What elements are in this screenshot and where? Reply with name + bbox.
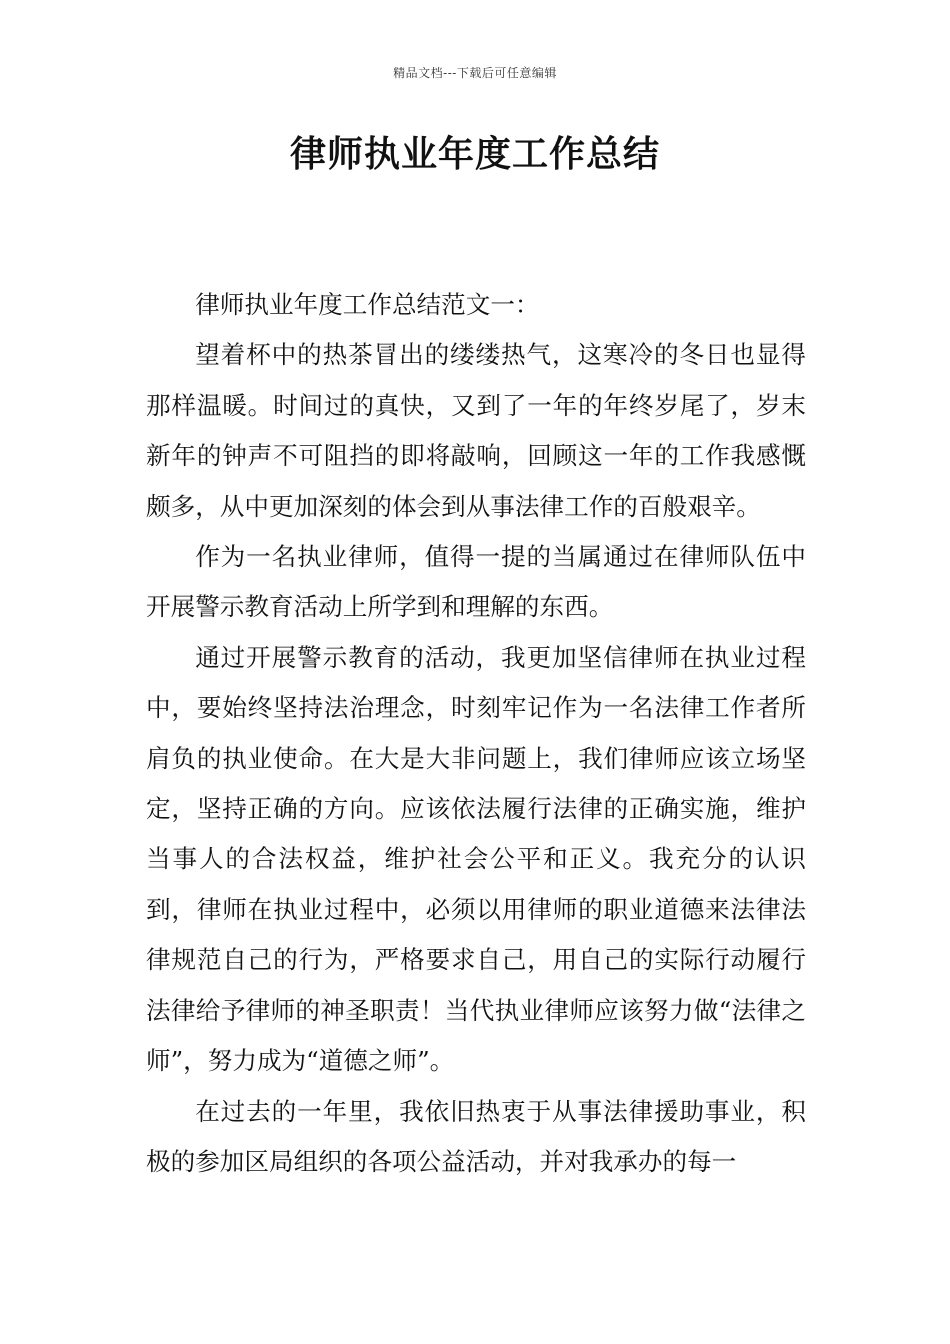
paragraph: 作为一名执业律师，值得一提的当属通过在律师队伍中开展警示教育活动上所学到和理解的东西。	[146, 542, 806, 622]
paragraph: 望着杯中的热茶冒出的缕缕热气，这寒冷的冬日也显得那样温暖。时间过的真快，又到了一年的年终岁尾了，岁末新年的钟声不可阻挡的即将敲响，回顾这一年的工作我感慨颇多，从中更加深刻的体会到从事法律工作的百般艰辛。	[146, 340, 806, 521]
header-note: 精品文档---下载后可任意编辑	[393, 66, 557, 80]
paragraph: 在过去的一年里，我依旧热衷于从事法律援助事业，积极的参加区局组织的各项公益活动，并对我承办的每一	[146, 1096, 806, 1176]
paragraph: 律师执业年度工作总结范文一：	[195, 290, 540, 319]
paragraph: 通过开展警示教育的活动，我更加坚信律师在执业过程中，要始终坚持法治理念，时刻牢记作为一名法律工作者所肩负的执业使命。在大是大非问题上，我们律师应该立场坚定，坚持正确的方向。应该依法履行法律的正确实施，维护当事人的合法权益，维护社会公平和正义。我充分的认识到，律师在执业过程中，必须以用律师的职业道德来法律法律规范自己的行为，严格要求自己，用自己的实际行动履行法律给予律师的神圣职责！当代执业律师应该努力做“法律之师”，努力成为“道德之师”。	[146, 642, 806, 1076]
document-title: 律师执业年度工作总结	[289, 134, 660, 175]
document-body	[146, 280, 806, 1187]
